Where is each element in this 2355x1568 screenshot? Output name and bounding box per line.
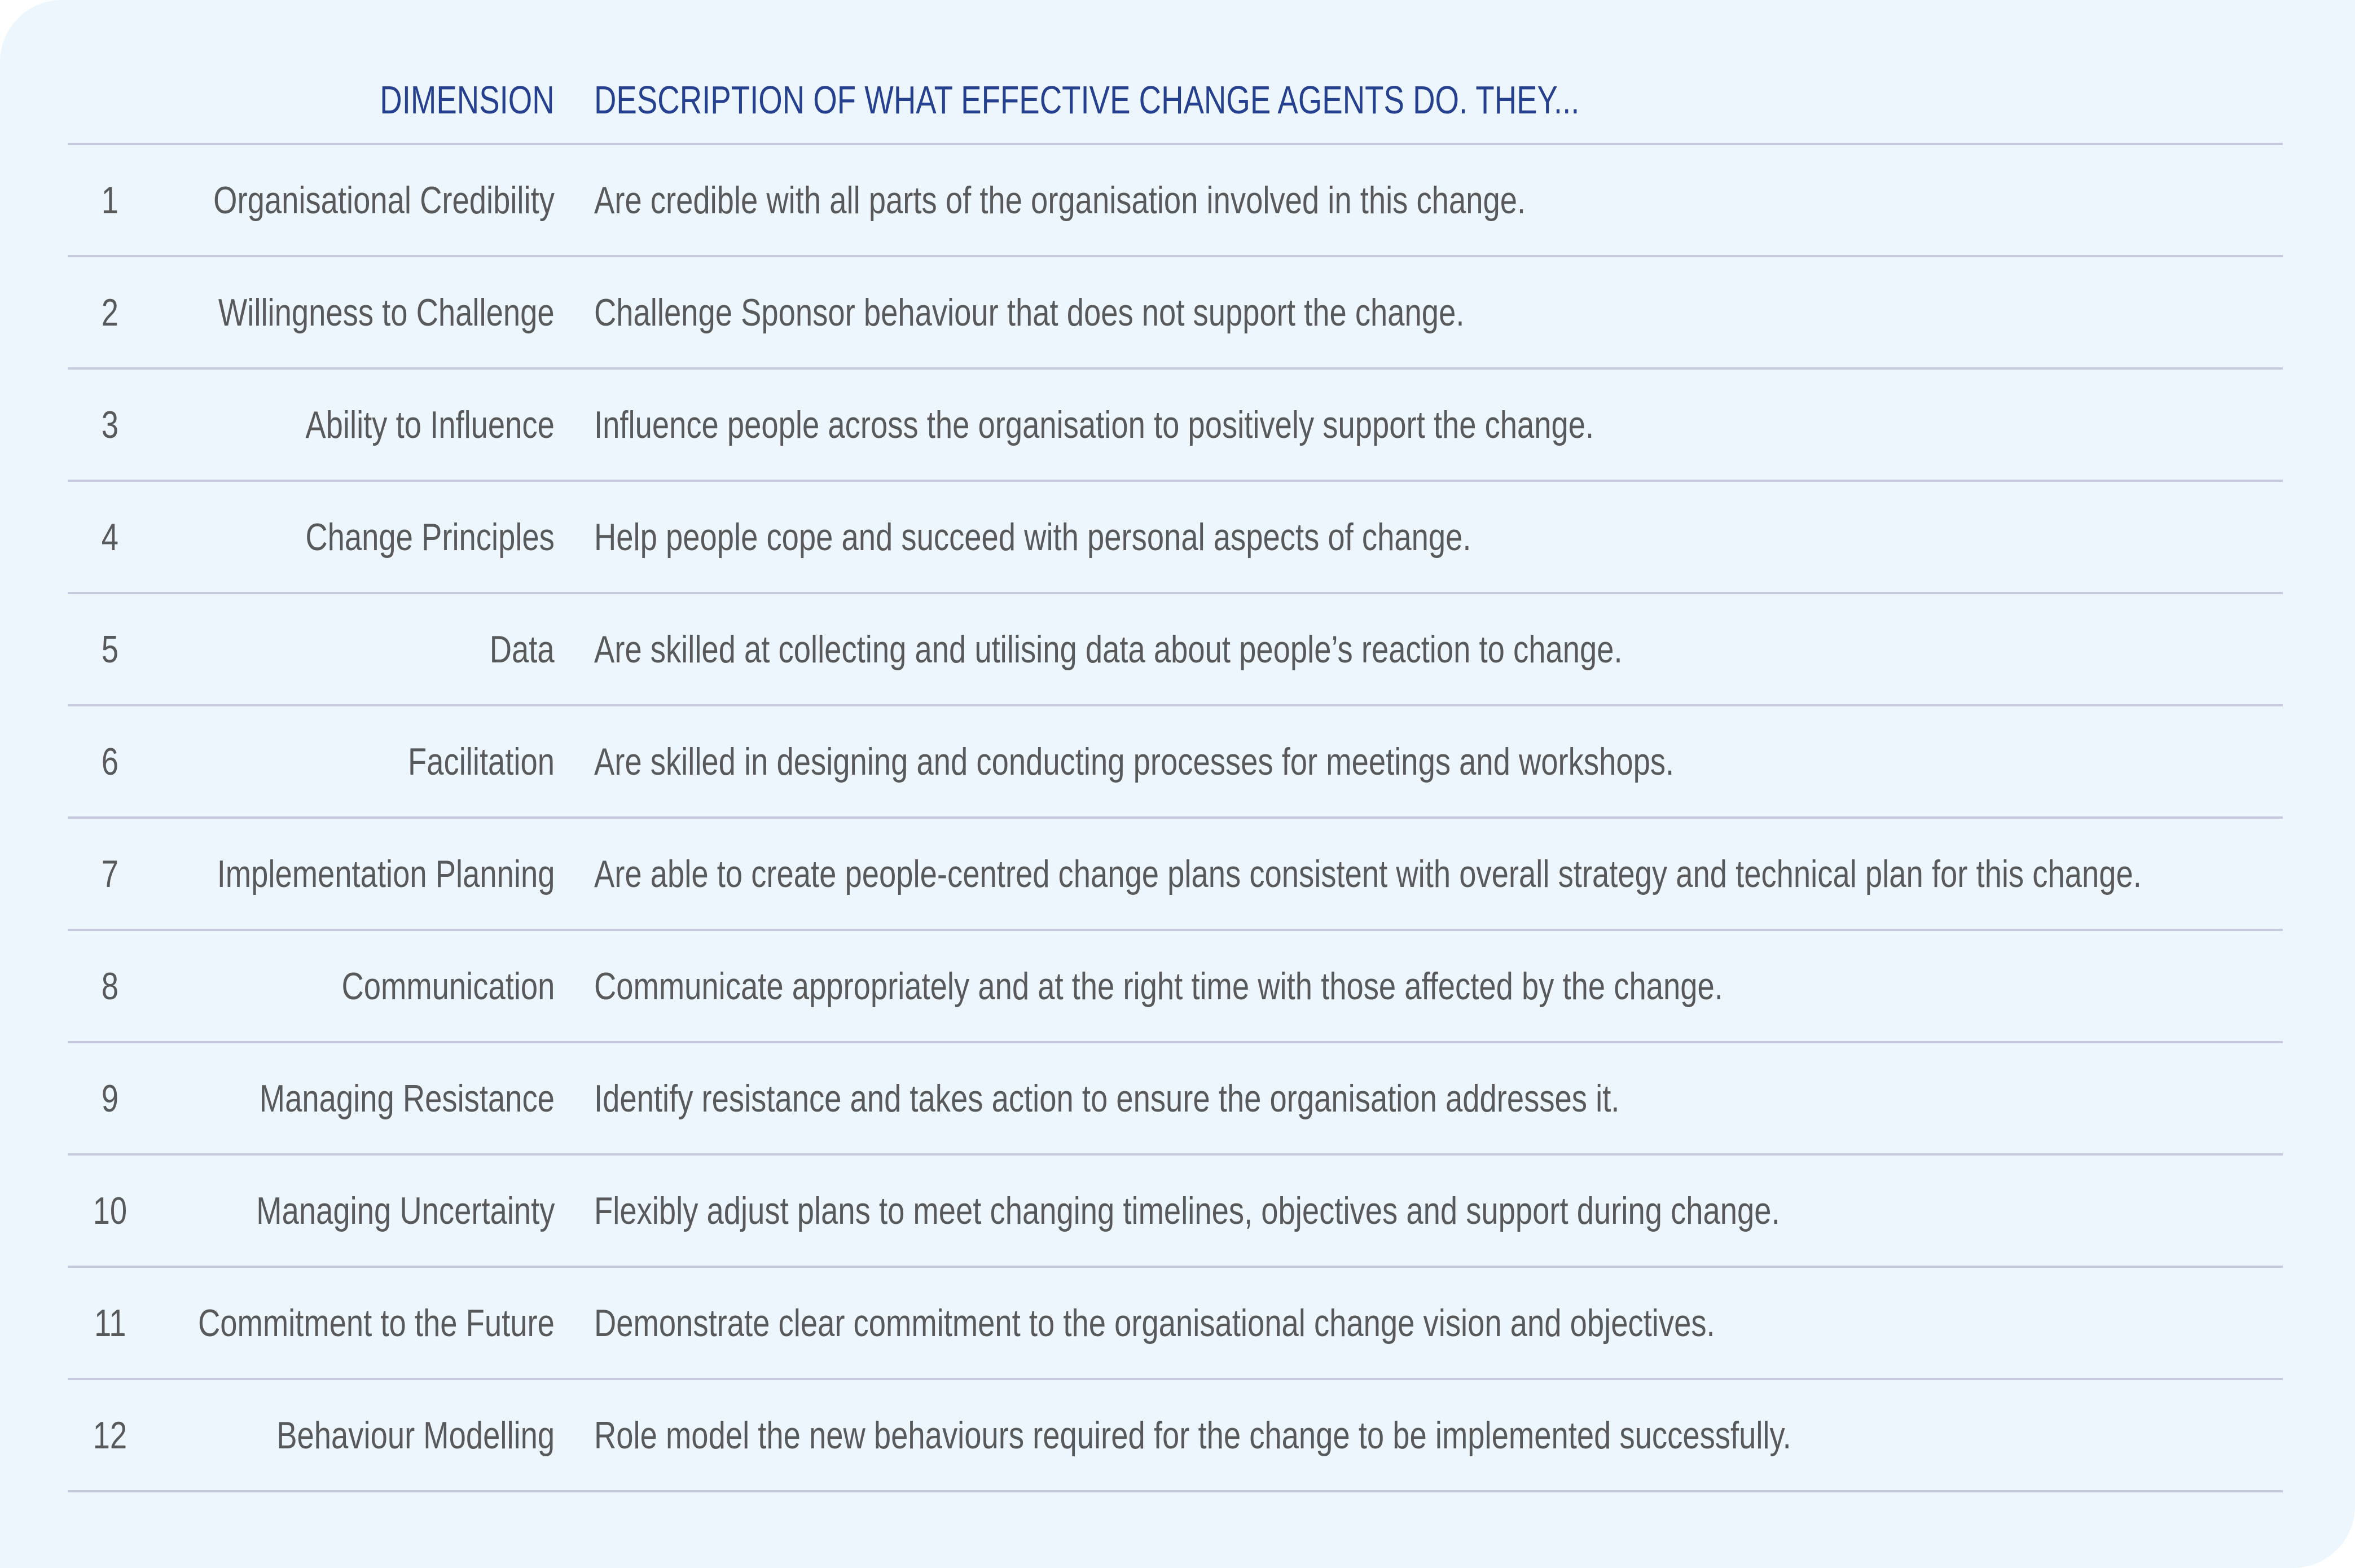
row-description: Are able to create people-centred change plans consistent with overall strategy and technical plan for this change.	[594, 852, 2142, 895]
table-row	[68, 145, 2283, 257]
row-dimension: Data	[490, 627, 555, 671]
row-dimension: Behaviour Modelling	[276, 1413, 555, 1457]
header-number	[68, 56, 152, 143]
table-row	[68, 594, 2283, 706]
row-dimension: Commitment to the Future	[198, 1301, 555, 1345]
table-row	[68, 1380, 2283, 1492]
row-description: Help people cope and succeed with personal aspects of change.	[594, 515, 1471, 559]
table-header	[68, 56, 2283, 145]
row-description: Flexibly adjust plans to meet changing timelines, objectives and support during change.	[594, 1189, 1780, 1232]
header-description: DESCRIPTION OF WHAT EFFECTIVE CHANGE AGENTS DO. THEY...	[594, 77, 1580, 122]
row-dimension: Organisational Credibility	[213, 178, 555, 222]
row-dimension: Implementation Planning	[217, 852, 555, 895]
header-dimension: DIMENSION	[380, 77, 555, 122]
row-number: 5	[101, 627, 119, 671]
row-description: Identify resistance and takes action to ensure the organisation addresses it.	[594, 1077, 1620, 1120]
row-dimension: Change Principles	[305, 515, 555, 559]
row-number: 8	[101, 964, 119, 1008]
row-number: 1	[101, 178, 119, 222]
row-number: 6	[101, 740, 119, 783]
row-dimension: Managing Uncertainty	[256, 1189, 555, 1232]
row-number: 2	[101, 291, 119, 334]
row-description: Are credible with all parts of the organisation involved in this change.	[594, 178, 1526, 222]
row-number: 11	[94, 1301, 126, 1345]
table-row	[68, 257, 2283, 370]
row-dimension: Willingness to Challenge	[218, 291, 555, 334]
row-description: Demonstrate clear commitment to the organisational change vision and objectives.	[594, 1301, 1715, 1345]
table-row	[68, 370, 2283, 482]
table-row	[68, 482, 2283, 594]
table-row	[68, 1043, 2283, 1156]
row-description: Challenge Sponsor behaviour that does not support the change.	[594, 291, 1465, 334]
row-description: Influence people across the organisation to positively support the change.	[594, 403, 1594, 446]
row-number: 7	[101, 852, 119, 895]
table-row	[68, 1156, 2283, 1268]
table-row	[68, 1268, 2283, 1380]
row-number: 10	[93, 1189, 128, 1232]
row-description: Role model the new behaviours required for the change to be implemented successfully.	[594, 1413, 1791, 1457]
table-row	[68, 706, 2283, 819]
row-number: 4	[101, 515, 119, 559]
row-number: 9	[101, 1077, 119, 1120]
row-description: Communicate appropriately and at the right time with those affected by the change.	[594, 964, 1723, 1008]
row-dimension: Facilitation	[407, 740, 555, 783]
row-number: 12	[93, 1413, 128, 1457]
row-description: Are skilled in designing and conducting processes for meetings and workshops.	[594, 740, 1675, 783]
row-description: Are skilled at collecting and utilising data about people’s reaction to change.	[594, 627, 1623, 671]
table-row	[68, 931, 2283, 1043]
row-number: 3	[101, 403, 119, 446]
row-dimension: Communication	[341, 964, 555, 1008]
table-row	[68, 819, 2283, 931]
row-dimension: Ability to Influence	[305, 403, 555, 446]
row-dimension: Managing Resistance	[259, 1077, 555, 1120]
